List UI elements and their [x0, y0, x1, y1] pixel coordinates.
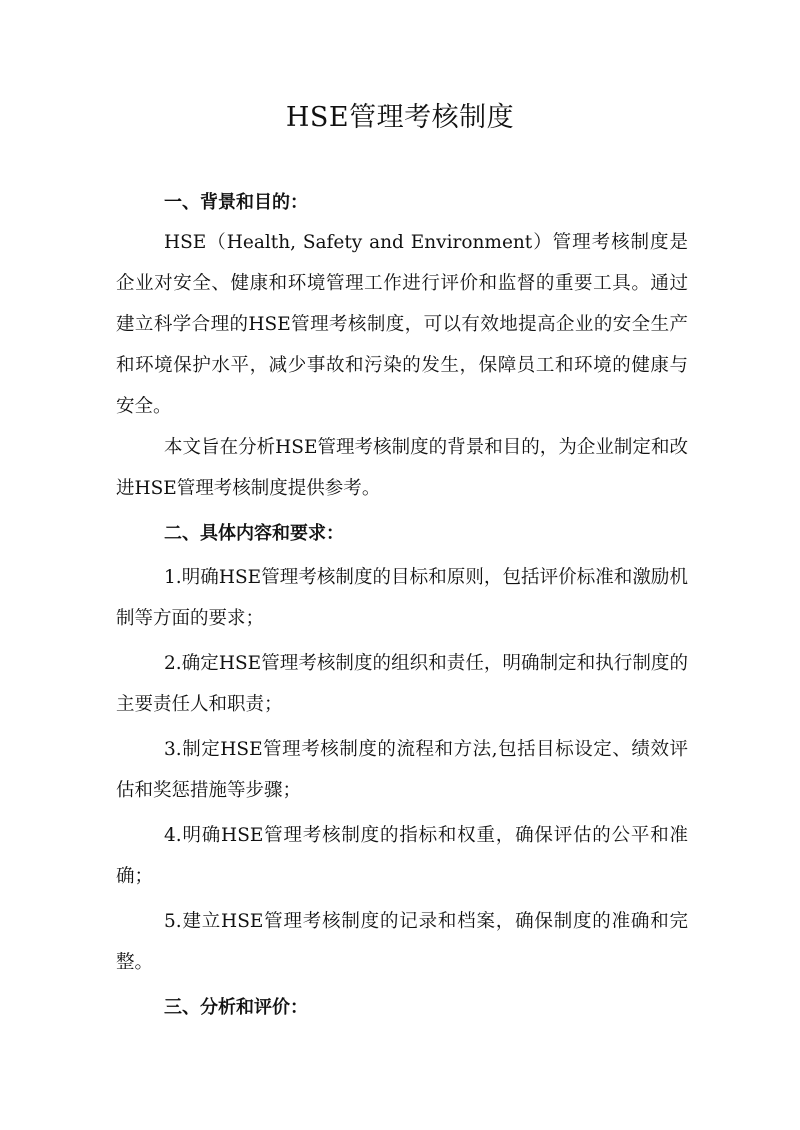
list-item-4: 4.明确HSE管理考核制度的指标和权重，确保评估的公平和准确； [116, 825, 688, 887]
document-title: HSE管理考核制度 [285, 102, 515, 133]
paragraph-background-1: HSE（Health, Safety and Environment）管理考核制度是企业对安全、健康和环境管理工作进行评价和监督的重要工具。通过建立科学合理的HSE管理考核制度，可以有效地提高企业的安全生产和环境保护水平，减少事故和污染的发生，保障员工和环境的健康与安全。 [116, 232, 688, 417]
list-item-2: 2.确定HSE管理考核制度的组织和责任，明确制定和执行制度的主要责任人和职责； [116, 653, 688, 715]
document-body [116, 184, 688, 1027]
paragraph-background-2: 本文旨在分析HSE管理考核制度的背景和目的，为企业制定和改进HSE管理考核制度提供参考。 [116, 437, 688, 499]
list-item-5: 5.建立HSE管理考核制度的记录和档案，确保制度的准确和完整。 [116, 911, 688, 973]
section-heading-background: 一、背景和目的： [164, 192, 308, 213]
list-item-1: 1.明确HSE管理考核制度的目标和原则，包括评价标准和激励机制等方面的要求； [116, 567, 688, 629]
list-item-3: 3.制定HSE管理考核制度的流程和方法,包括目标设定、绩效评估和奖惩措施等步骤； [116, 739, 688, 801]
section-heading-content: 二、具体内容和要求： [164, 523, 344, 544]
section-heading-analysis: 三、分析和评价： [164, 997, 308, 1018]
